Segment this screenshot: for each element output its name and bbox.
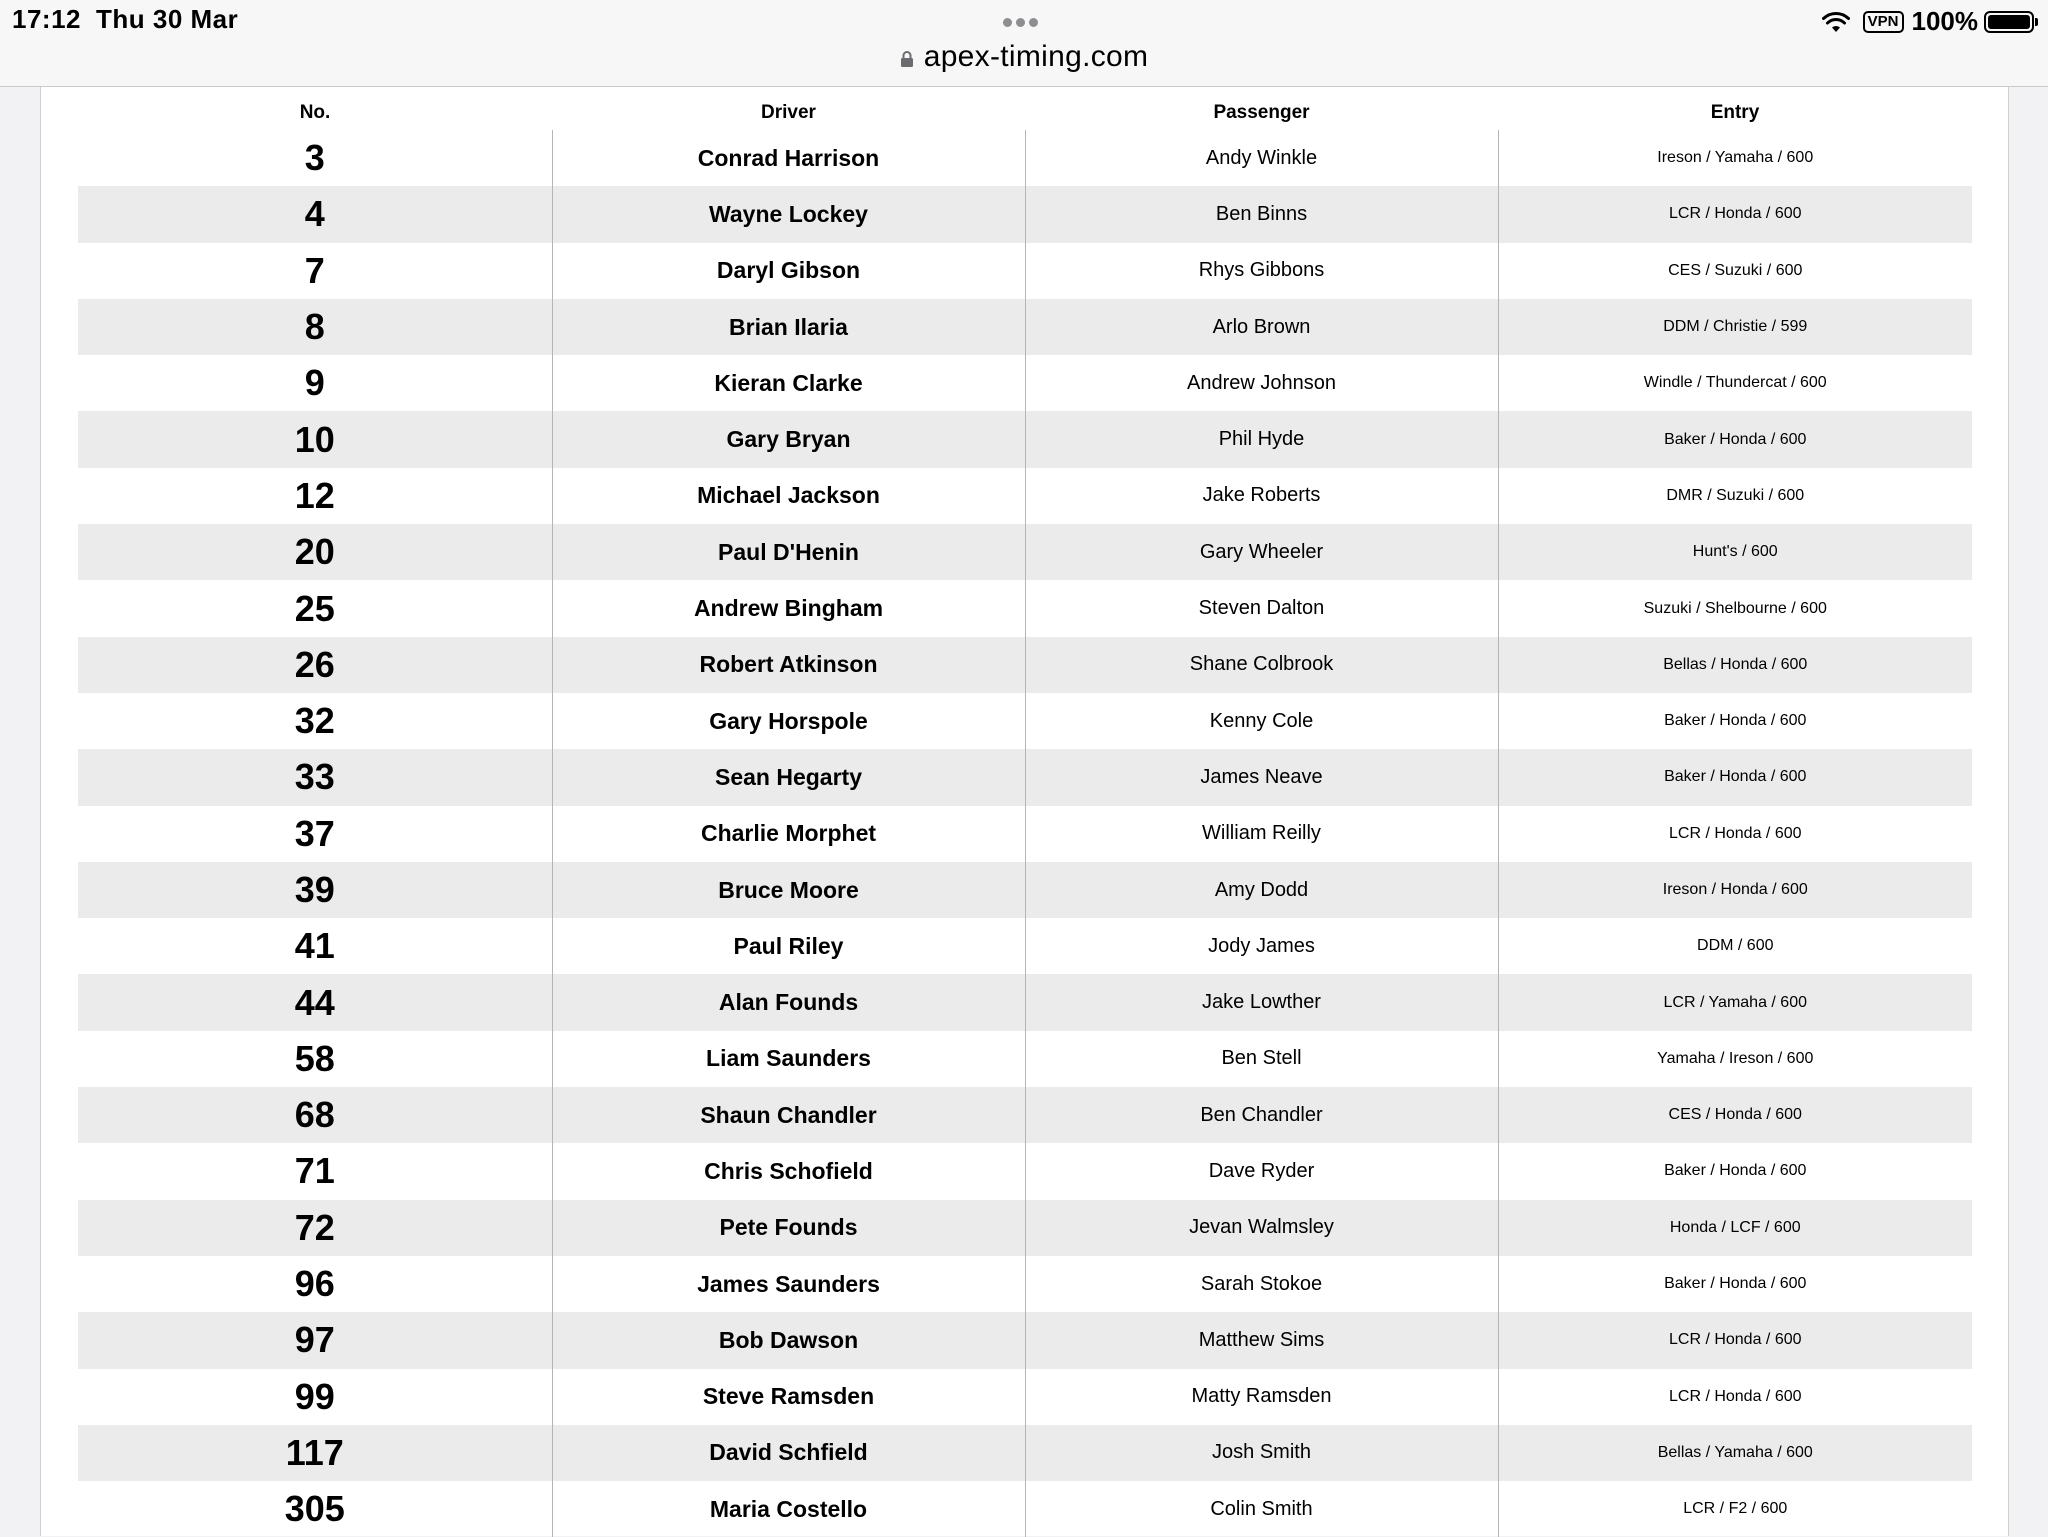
status-time: 17:12 (12, 4, 81, 34)
table-row (78, 637, 1972, 693)
cell-driver: Charlie Morphet (552, 806, 1025, 862)
cell-passenger: Ben Binns (1025, 186, 1498, 242)
cell-entry: LCR / Honda / 600 (1498, 186, 1972, 242)
cell-entry: Suzuki / Shelbourne / 600 (1498, 580, 1972, 636)
cell-entry: Ireson / Honda / 600 (1498, 862, 1972, 918)
cell-number: 4 (78, 186, 552, 242)
cell-entry: Bellas / Honda / 600 (1498, 637, 1972, 693)
table-row (78, 1481, 1972, 1537)
cell-driver: Kieran Clarke (552, 355, 1025, 411)
table-row (78, 355, 1972, 411)
cell-passenger: Rhys Gibbons (1025, 243, 1498, 299)
cell-passenger: Colin Smith (1025, 1481, 1498, 1537)
cell-number: 97 (78, 1312, 552, 1368)
cell-driver: Sean Hegarty (552, 749, 1025, 805)
cell-passenger: Matthew Sims (1025, 1312, 1498, 1368)
cell-driver: Robert Atkinson (552, 637, 1025, 693)
table-row (78, 1200, 1972, 1256)
cell-passenger: Gary Wheeler (1025, 524, 1498, 580)
table-row (78, 974, 1972, 1030)
cell-number: 96 (294, 1263, 335, 1305)
table-row (78, 693, 1972, 749)
cell-passenger: Andrew Johnson (1025, 355, 1498, 411)
cell-number: 10 (78, 411, 552, 467)
cell-passenger: James Neave (1025, 749, 1498, 805)
multitasking-dots-icon[interactable] (1001, 14, 1040, 32)
cell-entry: Honda / LCF / 600 (1498, 1200, 1972, 1256)
cell-number: 7 (304, 249, 325, 291)
cell-number: 71 (294, 1150, 335, 1192)
cell-driver: Conrad Harrison (552, 130, 1025, 186)
table-row (78, 524, 1972, 580)
cell-driver: Chris Schofield (552, 1143, 1025, 1199)
cell-entry: LCR / Honda / 600 (1498, 1312, 1972, 1368)
battery-percent: 100% (1911, 6, 1978, 36)
cell-passenger: Andy Winkle (1025, 130, 1498, 186)
url-text: apex-timing.com (923, 40, 1149, 73)
cell-entry: Ireson / Yamaha / 600 (1498, 130, 1972, 186)
table-row (78, 1369, 1972, 1425)
table-row (78, 806, 1972, 862)
cell-entry: LCR / F2 / 600 (1498, 1481, 1972, 1537)
cell-driver: Pete Founds (552, 1200, 1025, 1256)
cell-number: 117 (78, 1425, 552, 1481)
cell-entry: LCR / Honda / 600 (1498, 1369, 1972, 1425)
vpn-badge: VPN (1863, 11, 1904, 33)
cell-passenger: Josh Smith (1025, 1425, 1498, 1481)
cell-number: 68 (78, 1087, 552, 1143)
cell-entry: Baker / Honda / 600 (1498, 693, 1972, 749)
entry-list-table (78, 87, 1972, 1537)
cell-passenger: William Reilly (1025, 806, 1498, 862)
cell-number: 305 (284, 1488, 345, 1530)
table-row (78, 1425, 1972, 1481)
cell-entry: Hunt's / 600 (1498, 524, 1972, 580)
cell-entry: Bellas / Yamaha / 600 (1498, 1425, 1972, 1481)
table-row (78, 1256, 1972, 1312)
cell-driver: James Saunders (552, 1256, 1025, 1312)
cell-number: 32 (294, 700, 335, 742)
cell-entry: Baker / Honda / 600 (1498, 749, 1972, 805)
cell-passenger: Sarah Stokoe (1025, 1256, 1498, 1312)
cell-passenger: Matty Ramsden (1025, 1369, 1498, 1425)
cell-entry: DDM / Christie / 599 (1498, 299, 1972, 355)
status-indicators (1821, 6, 2034, 37)
cell-number: 39 (78, 862, 552, 918)
table-row (78, 918, 1972, 974)
cell-entry: Yamaha / Ireson / 600 (1498, 1031, 1972, 1087)
cell-passenger: Arlo Brown (1025, 299, 1498, 355)
cell-driver: David Schfield (552, 1425, 1025, 1481)
cell-driver: Gary Bryan (552, 411, 1025, 467)
cell-number: 58 (294, 1037, 335, 1079)
cell-driver: Brian Ilaria (552, 299, 1025, 355)
cell-driver: Shaun Chandler (552, 1087, 1025, 1143)
browser-chrome (0, 0, 2048, 87)
cell-driver: Paul D'Henin (552, 524, 1025, 580)
cell-number: 12 (294, 474, 335, 516)
cell-number: 37 (294, 812, 335, 854)
cell-driver: Gary Horspole (552, 693, 1025, 749)
header-passenger: Passenger (1213, 102, 1310, 123)
table-row (78, 749, 1972, 805)
cell-driver: Bruce Moore (552, 862, 1025, 918)
cell-number: 8 (78, 299, 552, 355)
cell-number: 25 (294, 587, 335, 629)
cell-entry: Baker / Honda / 600 (1498, 1143, 1972, 1199)
cell-number: 72 (78, 1200, 552, 1256)
page-content (40, 87, 2009, 1536)
table-row (78, 243, 1972, 299)
cell-number: 20 (78, 524, 552, 580)
cell-driver: Andrew Bingham (552, 580, 1025, 636)
cell-entry: Baker / Honda / 600 (1498, 411, 1972, 467)
table-row (78, 299, 1972, 355)
cell-driver: Michael Jackson (552, 468, 1025, 524)
cell-passenger: Jake Roberts (1025, 468, 1498, 524)
cell-driver: Steve Ramsden (552, 1369, 1025, 1425)
header-no: No. (299, 102, 331, 123)
table-row (78, 1031, 1972, 1087)
wifi-icon (1821, 10, 1851, 34)
cell-passenger: Kenny Cole (1025, 693, 1498, 749)
cell-driver: Paul Riley (552, 918, 1025, 974)
cell-number: 44 (78, 974, 552, 1030)
cell-passenger: Shane Colbrook (1025, 637, 1498, 693)
cell-passenger: Phil Hyde (1025, 411, 1498, 467)
cell-entry: CES / Suzuki / 600 (1498, 243, 1972, 299)
cell-passenger: Steven Dalton (1025, 580, 1498, 636)
cell-driver: Liam Saunders (552, 1031, 1025, 1087)
cell-driver: Bob Dawson (552, 1312, 1025, 1368)
table-row (78, 580, 1972, 636)
cell-passenger: Dave Ryder (1025, 1143, 1498, 1199)
table-row (78, 186, 1972, 242)
table-row (78, 1312, 1972, 1368)
table-body (78, 130, 1972, 1537)
cell-driver: Maria Costello (552, 1481, 1025, 1537)
cell-number: 33 (78, 749, 552, 805)
battery-icon (1984, 11, 2034, 33)
cell-entry: Windle / Thundercat / 600 (1498, 355, 1972, 411)
cell-driver: Wayne Lockey (552, 186, 1025, 242)
header-entry: Entry (1710, 102, 1760, 123)
table-row (78, 1087, 1972, 1143)
cell-entry: LCR / Honda / 600 (1498, 806, 1972, 862)
cell-entry: DDM / 600 (1498, 918, 1972, 974)
cell-entry: Baker / Honda / 600 (1498, 1256, 1972, 1312)
status-date: Thu 30 Mar (96, 4, 239, 34)
header-driver: Driver (761, 102, 816, 123)
lock-icon (900, 51, 914, 67)
cell-entry: DMR / Suzuki / 600 (1498, 468, 1972, 524)
cell-passenger: Jake Lowther (1025, 974, 1498, 1030)
cell-number: 9 (304, 362, 325, 404)
cell-driver: Alan Founds (552, 974, 1025, 1030)
table-row (78, 411, 1972, 467)
address-bar[interactable] (0, 40, 2048, 74)
cell-passenger: Jevan Walmsley (1025, 1200, 1498, 1256)
table-row (78, 468, 1972, 524)
cell-entry: LCR / Yamaha / 600 (1498, 974, 1972, 1030)
cell-passenger: Amy Dodd (1025, 862, 1498, 918)
cell-passenger: Ben Stell (1025, 1031, 1498, 1087)
cell-number: 41 (294, 925, 335, 967)
cell-passenger: Ben Chandler (1025, 1087, 1498, 1143)
cell-number: 3 (304, 137, 325, 179)
cell-number: 26 (78, 637, 552, 693)
table-row (78, 862, 1972, 918)
table-row (78, 1143, 1972, 1199)
cell-number: 99 (294, 1375, 335, 1417)
table-row (78, 130, 1972, 186)
cell-driver: Daryl Gibson (552, 243, 1025, 299)
cell-passenger: Jody James (1025, 918, 1498, 974)
cell-entry: CES / Honda / 600 (1498, 1087, 1972, 1143)
table-header-row (78, 87, 1972, 130)
